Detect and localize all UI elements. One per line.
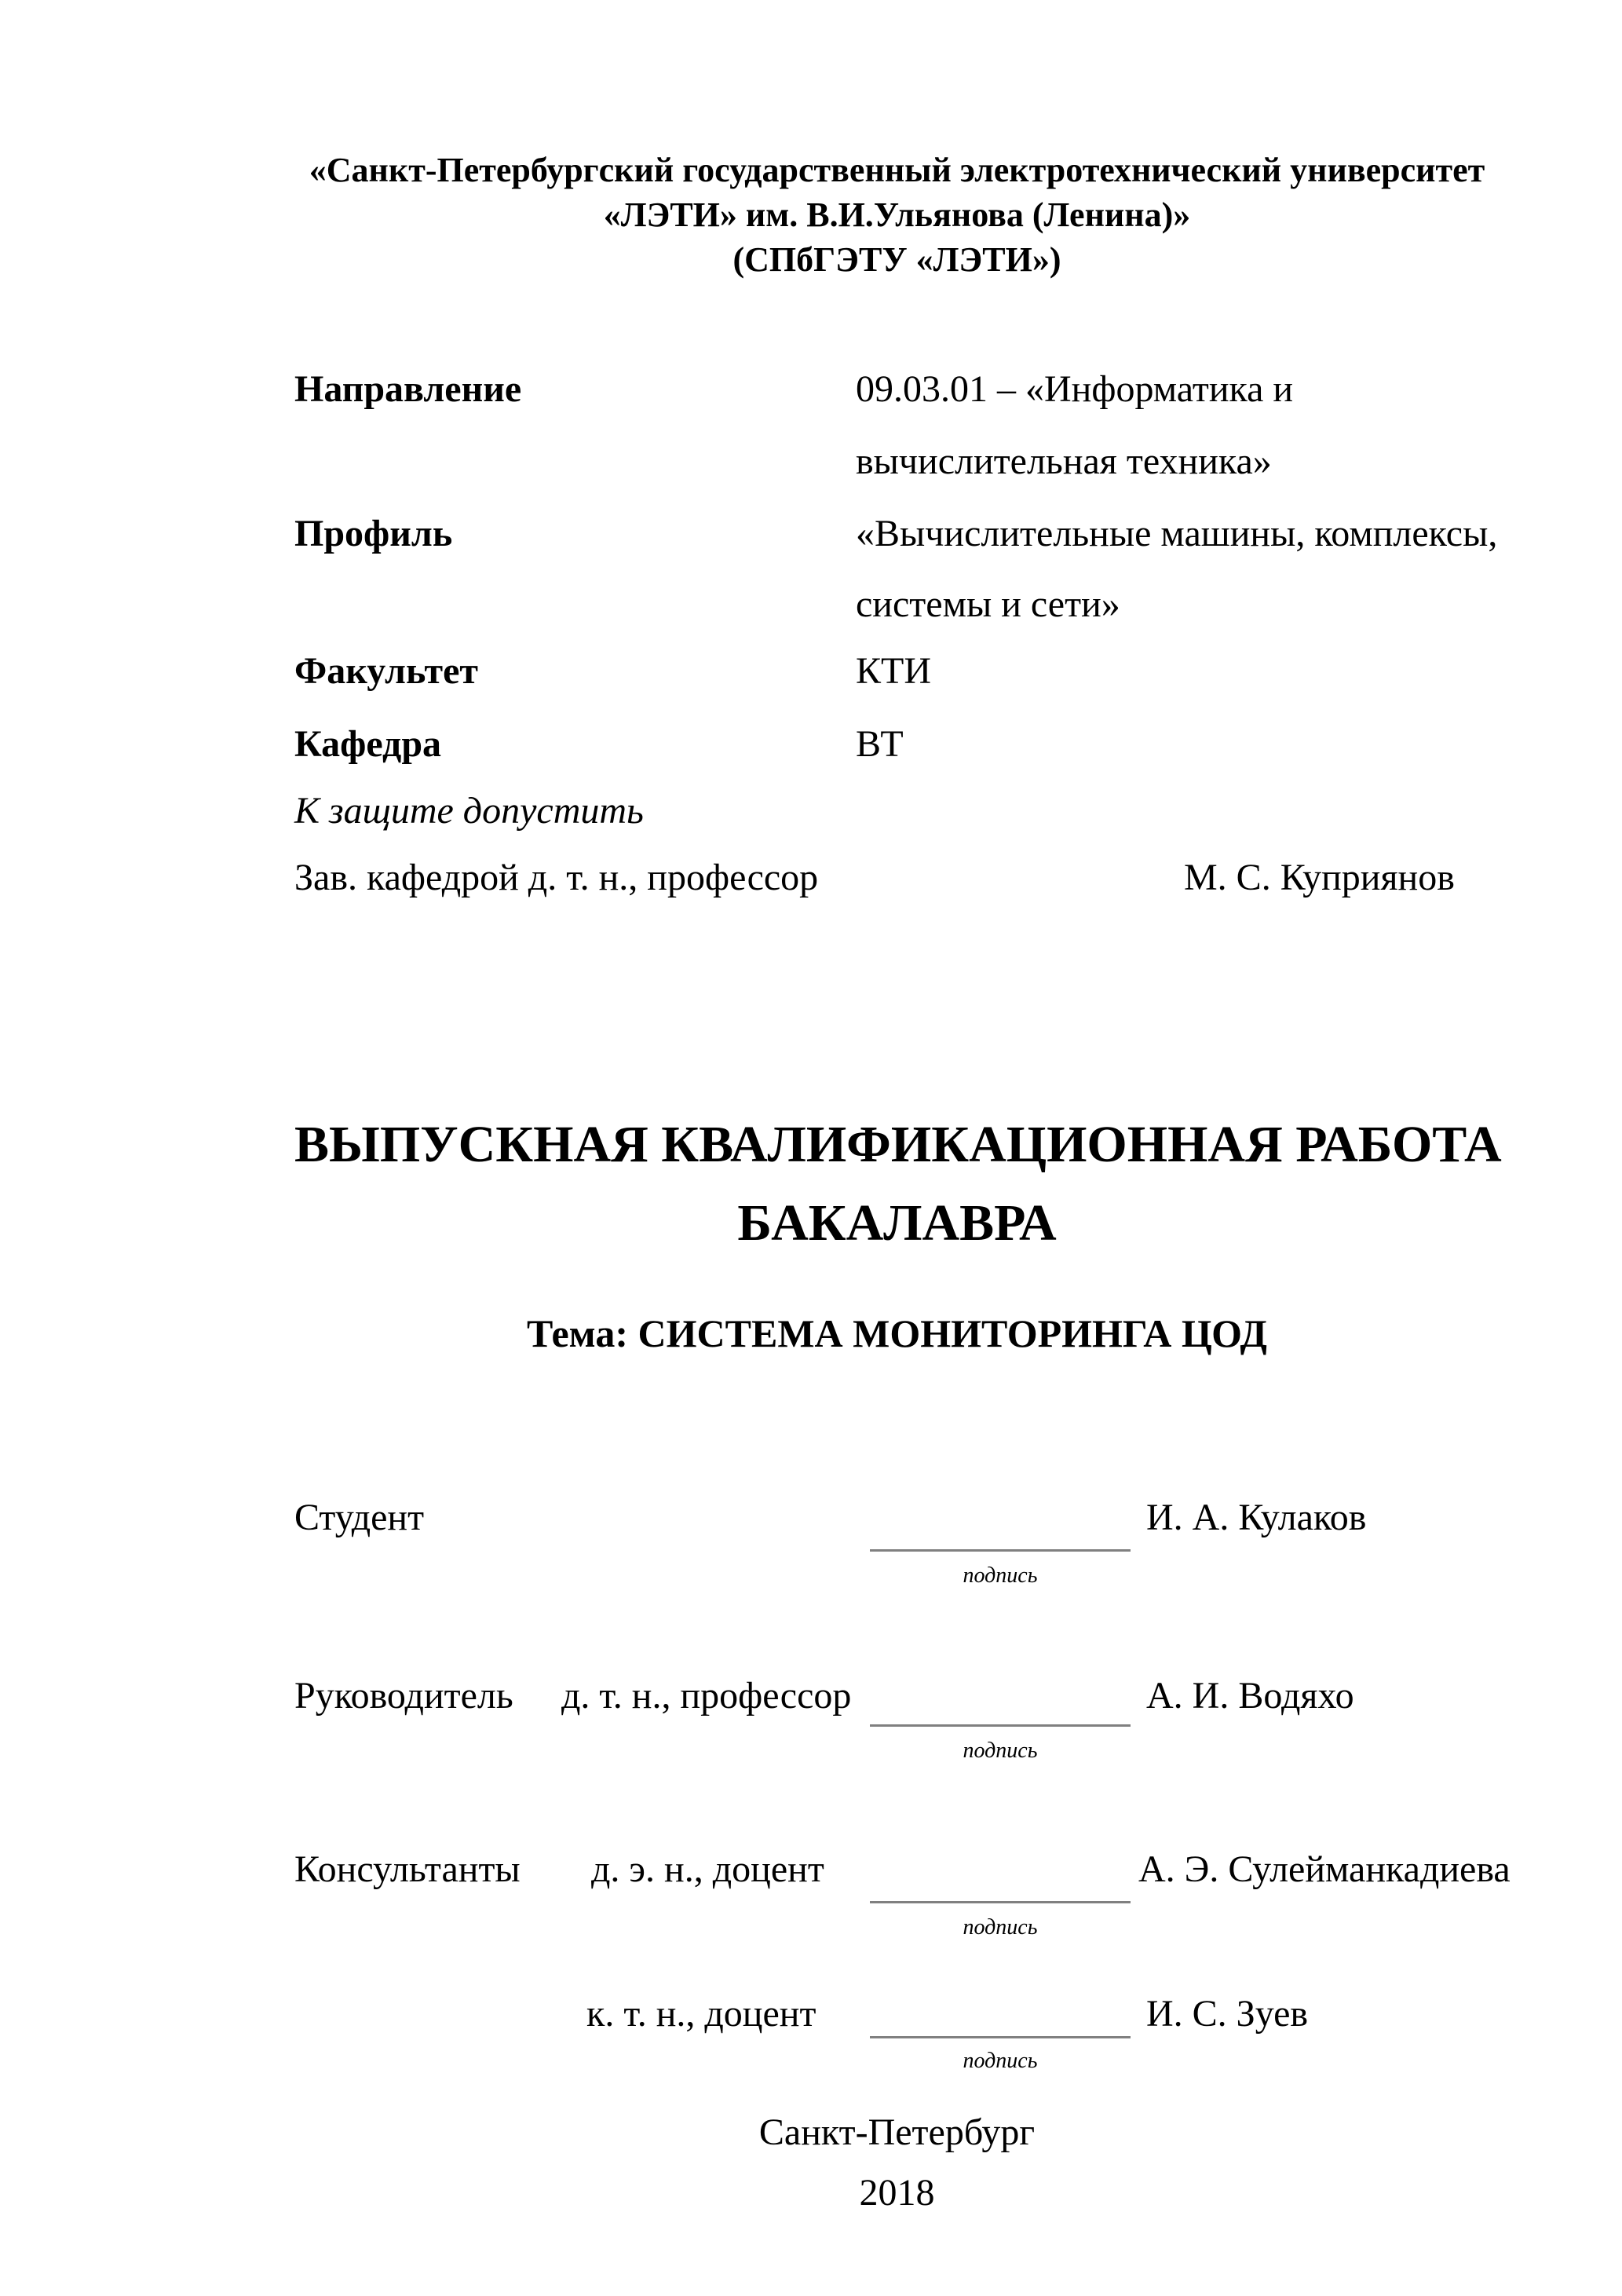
signature-line-consultant1 xyxy=(870,1901,1131,1903)
university-name-line: «Санкт-Петербургский государственный электротехнический университет xyxy=(309,151,1485,189)
work-title-line1: ВЫПУСКНАЯ КВАЛИФИКАЦИОННАЯ РАБОТА xyxy=(294,1116,1502,1173)
signature-degree-consultant2: к. т. н., доцент xyxy=(586,1993,816,2035)
field-value-profil-line2: системы и сети» xyxy=(856,583,1120,625)
field-label-napravlenie: Направление xyxy=(294,368,522,410)
field-value-napravlenie-line2: вычислительная техника» xyxy=(856,441,1272,482)
university-name-line: «ЛЭТИ» им. В.И.Ульянова (Ленина)» xyxy=(603,196,1191,234)
signature-caption-student: подпись xyxy=(963,1563,1038,1588)
signature-caption-consultant1: подпись xyxy=(963,1915,1038,1940)
field-label-fakultet: Факультет xyxy=(294,650,478,692)
signature-line-supervisor xyxy=(870,1724,1131,1727)
signature-name-consultant2: И. С. Зуев xyxy=(1146,1993,1309,2035)
footer-city: Санкт-Петербург xyxy=(758,2111,1036,2153)
field-value-kafedra: ВТ xyxy=(856,723,904,765)
work-title-line2: БАКАЛАВРА xyxy=(737,1194,1057,1252)
work-title xyxy=(294,1106,1500,1263)
admission-note: К защите допустить xyxy=(294,790,644,832)
department-head-position: Зав. кафедрой д. т. н., профессор xyxy=(294,857,819,898)
signature-line-consultant2 xyxy=(870,2036,1131,2038)
signature-name-supervisor: А. И. Водяхо xyxy=(1146,1675,1354,1717)
signature-degree-supervisor: д. т. н., профессор xyxy=(561,1675,852,1717)
signature-caption-supervisor: подпись xyxy=(963,1738,1038,1763)
department-head-name: М. С. Куприянов xyxy=(1184,857,1455,898)
field-label-kafedra: Кафедра xyxy=(294,723,442,765)
theme-line: Тема: СИСТЕМА МОНИТОРИНГА ЦОД xyxy=(527,1311,1267,1355)
field-value-profil-line1: «Вычислительные машины, комплексы, xyxy=(856,513,1498,554)
signature-label-student: Студент xyxy=(294,1497,425,1538)
signature-line-student xyxy=(870,1549,1131,1552)
signature-label-consultants: Консультанты xyxy=(294,1848,521,1890)
signature-degree-consultant1: д. э. н., доцент xyxy=(591,1848,824,1890)
university-header xyxy=(294,148,1500,282)
signature-caption-consultant2: подпись xyxy=(963,2049,1038,2073)
field-value-fakultet: КТИ xyxy=(856,650,931,692)
footer-year: 2018 xyxy=(859,2172,935,2214)
signature-name-consultant1: А. Э. Сулейманкадиева xyxy=(1138,1848,1511,1890)
field-value-napravlenie-line1: 09.03.01 – «Информатика и xyxy=(856,368,1294,410)
signature-label-supervisor: Руководитель xyxy=(294,1675,513,1717)
signature-name-student: И. А. Кулаков xyxy=(1146,1497,1367,1538)
university-abbreviation: (СПбГЭТУ «ЛЭТИ») xyxy=(732,240,1061,279)
field-label-profil: Профиль xyxy=(294,513,453,554)
